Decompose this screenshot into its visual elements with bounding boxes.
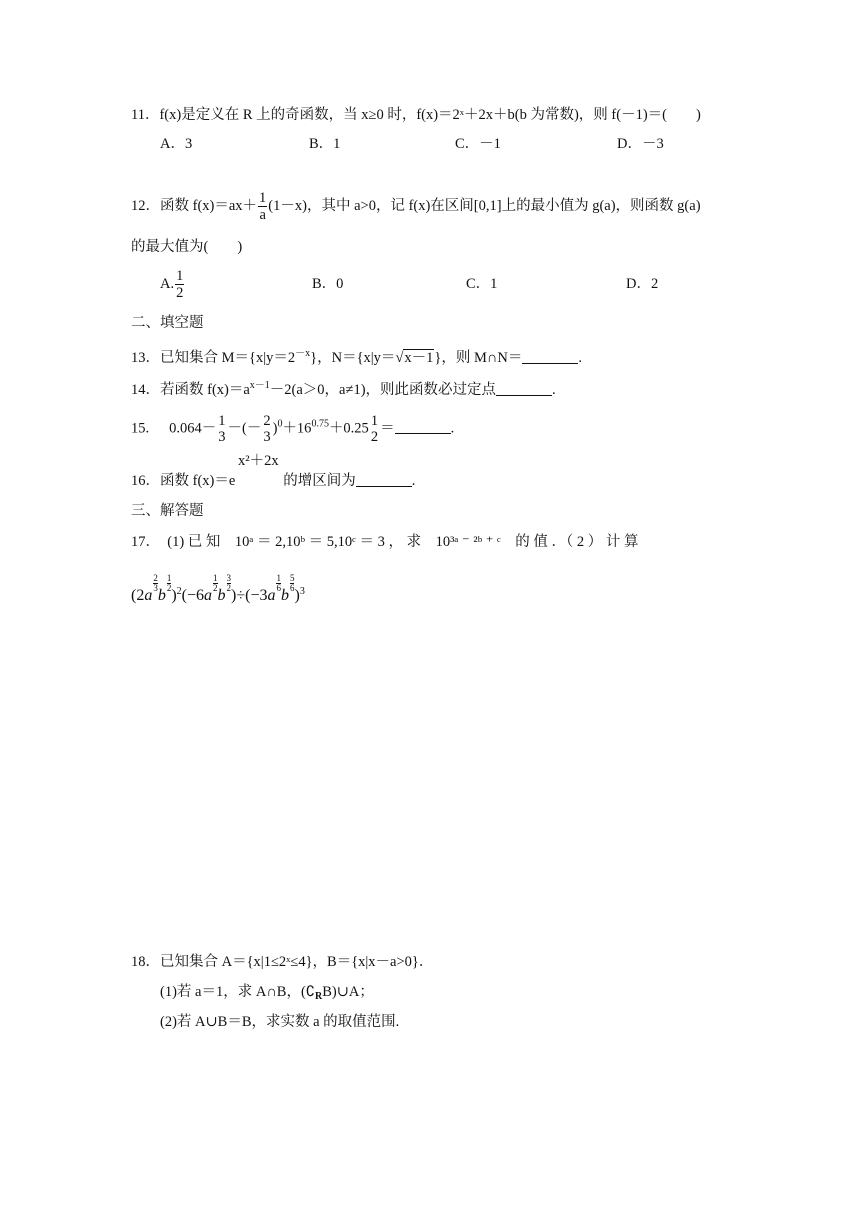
q17-close-1: ) xyxy=(171,587,177,604)
q17-square: 2 xyxy=(176,586,182,597)
q12-fraction xyxy=(258,190,267,223)
q15-fraction-3 xyxy=(370,413,379,445)
q12-frac-num: 1 xyxy=(259,190,267,206)
q15-f2-num: 2 xyxy=(263,413,271,429)
q13-period: . xyxy=(578,350,582,366)
q17-exp-2-3-num: 2 xyxy=(153,573,158,583)
q16-text-b: 的增区间为 xyxy=(283,473,356,489)
q12-option-b: B．0 xyxy=(312,276,344,292)
q12-text-b: (1－x)，其中 a>0，记 f(x)在区间[0,1]上的最小值为 g(a)，则函数 g(a) xyxy=(268,197,701,214)
q14-text-b: －2(a＞0，a≠1)，则此函数必过定点 xyxy=(269,382,497,398)
q15-text-f: ＝ xyxy=(380,420,395,437)
question-12-line2: 的最大值为( ) xyxy=(131,239,243,255)
question-17-line1: 17． (1) 已 知 10ᵃ ＝ 2,10ᵇ ＝ 5,10ᶜ ＝ 3 ， 求 10³ᵃ ⁻ ²ᵇ ⁺ ᶜ 的 值 ．（ 2 ） 计 算 xyxy=(131,534,639,550)
question-16 xyxy=(131,472,415,490)
q17-var-a-3: a xyxy=(267,587,276,604)
question-17-expression xyxy=(131,574,305,605)
q17-exp-3-2-den: 2 xyxy=(226,583,232,593)
q13-text-a: 13．已知集合 M＝{x|y＝2 xyxy=(131,350,296,366)
q15-f2-den: 3 xyxy=(263,429,271,445)
question-12-line1 xyxy=(131,190,701,223)
question-18-part2: (2)若 A∪B＝B，求实数 a 的取值范围. xyxy=(160,1014,400,1030)
q12-option-a-fraction xyxy=(175,268,184,301)
section-heading-solutions: 三、解答题 xyxy=(131,503,204,519)
q17-exp-5-6-num: 5 xyxy=(289,573,295,583)
q15-exp-0: 0 xyxy=(277,418,283,430)
q12-option-a-num: 1 xyxy=(176,268,184,284)
q12-option-a xyxy=(160,268,185,301)
q16-text-a: 16．函数 f(x)＝e xyxy=(131,473,236,489)
q13-answer-blank xyxy=(522,349,578,364)
q12-frac-den: a xyxy=(259,207,266,223)
q12-option-a-label: A. xyxy=(160,275,175,292)
q17-var-b-1: b xyxy=(157,587,166,604)
q17-exp-1-6-den: 6 xyxy=(276,583,281,593)
q13-sqrt-sign: √ xyxy=(395,350,404,366)
question-18-line1: 18．已知集合 A＝{x|1≤2ˣ≤4}，B＝{x|x－a>0}． xyxy=(131,954,434,970)
q11-option-c: C．－1 xyxy=(455,136,501,152)
q17-exp-1-2-num: 1 xyxy=(166,573,172,583)
q17-open-1: (2 xyxy=(131,587,145,604)
q15-text-a: 0.064－ xyxy=(169,420,217,437)
q17-exp-5-6-den: 6 xyxy=(289,583,295,593)
q14-answer-blank xyxy=(496,381,552,396)
q17-var-b-3: b xyxy=(280,587,289,604)
q13-text-b: }，N＝{x|y＝ xyxy=(310,350,396,366)
q18-part1-text-b: B)∪A； xyxy=(322,984,374,1000)
q17-var-b-2: b xyxy=(217,587,226,604)
q15-period: . xyxy=(450,420,455,437)
q14-exponent: x－1 xyxy=(249,380,270,391)
q15-fraction-1 xyxy=(217,413,226,445)
q17-exp-1-2-b-num: 1 xyxy=(213,573,218,583)
q17-var-a-2: a xyxy=(204,587,213,604)
q17-exp-1-2-den: 2 xyxy=(166,583,172,593)
q15-fraction-2 xyxy=(262,413,271,445)
q13-radicand: x－1 xyxy=(404,350,434,366)
q12-text-a: 12．函数 f(x)＝ax＋ xyxy=(131,197,258,214)
question-13 xyxy=(131,345,582,367)
q17-cube: 3 xyxy=(299,586,305,597)
q13-text-c: }，则 M∩N＝ xyxy=(434,350,523,366)
q16-exponent: x²＋2x xyxy=(238,453,279,469)
q15-label: 15. xyxy=(131,420,150,437)
q15-text-b: －(－ xyxy=(227,420,262,437)
q17-close-2: ) xyxy=(294,587,300,604)
q17-exp-2-3-den: 3 xyxy=(153,583,158,593)
q17-exp-3-2-num: 3 xyxy=(226,573,232,583)
q11-option-a: A．3 xyxy=(160,136,193,152)
q12-option-a-den: 2 xyxy=(176,285,184,301)
q15-text-d: ＋16 xyxy=(282,420,312,437)
question-11: 11．f(x)是定义在 R 上的奇函数，当 x≥0 时，f(x)＝2ˣ＋2x＋b(b 为常数)，则 f(－1)＝( ) xyxy=(131,107,701,123)
q16-answer-blank xyxy=(356,472,412,487)
q15-f3-den: 2 xyxy=(370,429,379,445)
q14-text-a: 14．若函数 f(x)＝a xyxy=(131,382,250,398)
section-heading-fill-in: 二、填空题 xyxy=(131,315,204,331)
q13-exponent: －x xyxy=(295,348,311,359)
q12-option-d: D．2 xyxy=(626,276,659,292)
q15-text-e: ＋0.25 xyxy=(328,420,369,437)
q17-var-a-1: a xyxy=(144,587,153,604)
q11-option-d: D．－3 xyxy=(617,136,664,152)
q15-exp-075: 0.75 xyxy=(311,418,329,430)
question-14 xyxy=(131,377,556,399)
q11-option-b: B．1 xyxy=(309,136,341,152)
q15-f1-num: 1 xyxy=(218,413,226,429)
question-18-part1 xyxy=(160,983,374,1006)
q14-period: . xyxy=(552,382,556,398)
q15-text-c: ) xyxy=(272,420,278,437)
q16-period: . xyxy=(411,473,416,489)
q15-f3-num: 1 xyxy=(370,413,379,429)
q18-complement-subscript: R xyxy=(315,991,323,1002)
q17-open-2: (−6 xyxy=(181,587,205,604)
q17-exp-1-6-num: 1 xyxy=(276,573,281,583)
q18-part1-text-a: (1)若 a＝1，求 A∩B，(∁ xyxy=(160,984,316,1000)
q15-answer-blank xyxy=(395,419,451,434)
q17-divide: )÷(−3 xyxy=(231,587,268,604)
question-15 xyxy=(131,413,454,445)
q15-f1-den: 3 xyxy=(218,429,226,445)
q12-option-c: C．1 xyxy=(466,276,498,292)
q17-exp-1-2-b-den: 2 xyxy=(213,583,218,593)
